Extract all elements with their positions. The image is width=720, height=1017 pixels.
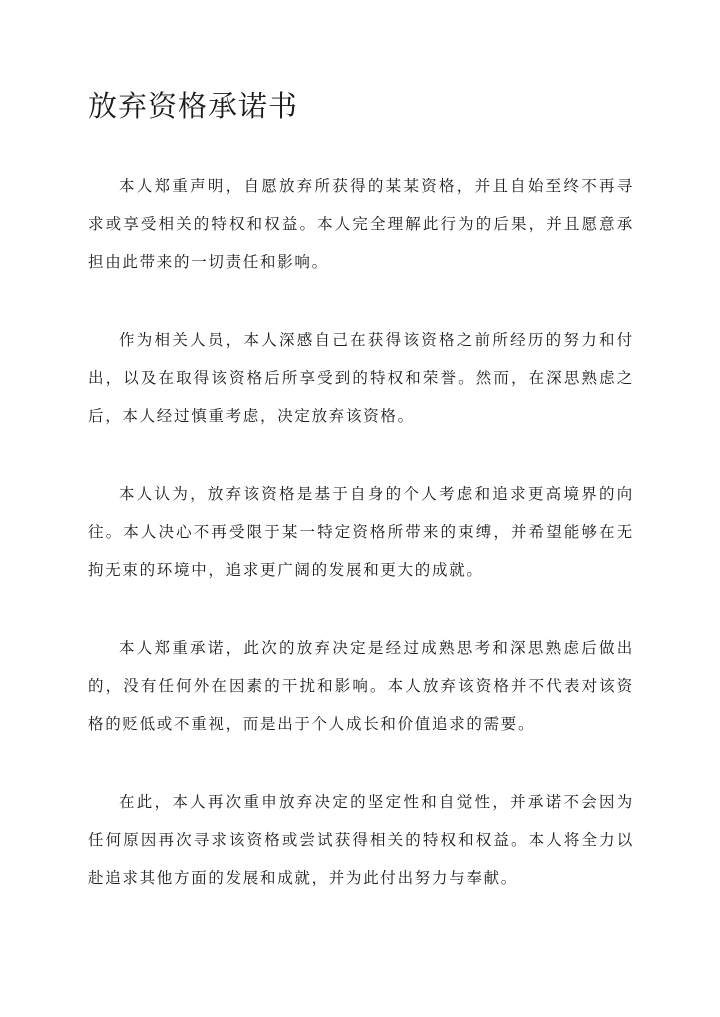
paragraph-reaffirmation: 在此，本人再次重申放弃决定的坚定性和自觉性，并承诺不会因为任何原因再次寻求该资格或尝试获得相关的特权和权益。本人将全力以赴追求其他方面的发展和成就，并为此付出努力与奉献。	[88, 793, 634, 887]
paragraph-reason: 本人认为，放弃该资格是基于自身的个人考虑和追求更高境界的向往。本人决心不再受限于某一特定资格所带来的束缚，并希望能够在无拘无束的环境中，追求更广阔的发展和更大的成就。	[88, 485, 634, 579]
document-body	[88, 167, 634, 937]
document-title: 放弃资格承诺书	[88, 89, 299, 123]
paragraph-commitment: 本人郑重承诺，此次的放弃决定是经过成熟思考和深思熟虑后做出的，没有任何外在因素的干扰和影响。本人放弃该资格并不代表对该资格的贬低或不重视，而是出于个人成长和价值追求的需要。	[88, 639, 634, 733]
paragraph-background: 作为相关人员，本人深感自己在获得该资格之前所经历的努力和付出，以及在取得该资格后所享受到的特权和荣誉。然而，在深思熟虑之后，本人经过慎重考虑，决定放弃该资格。	[88, 331, 634, 425]
paragraph-declaration: 本人郑重声明，自愿放弃所获得的某某资格，并且自始至终不再寻求或享受相关的特权和权益。本人完全理解此行为的后果，并且愿意承担由此带来的一切责任和影响。	[88, 177, 634, 271]
